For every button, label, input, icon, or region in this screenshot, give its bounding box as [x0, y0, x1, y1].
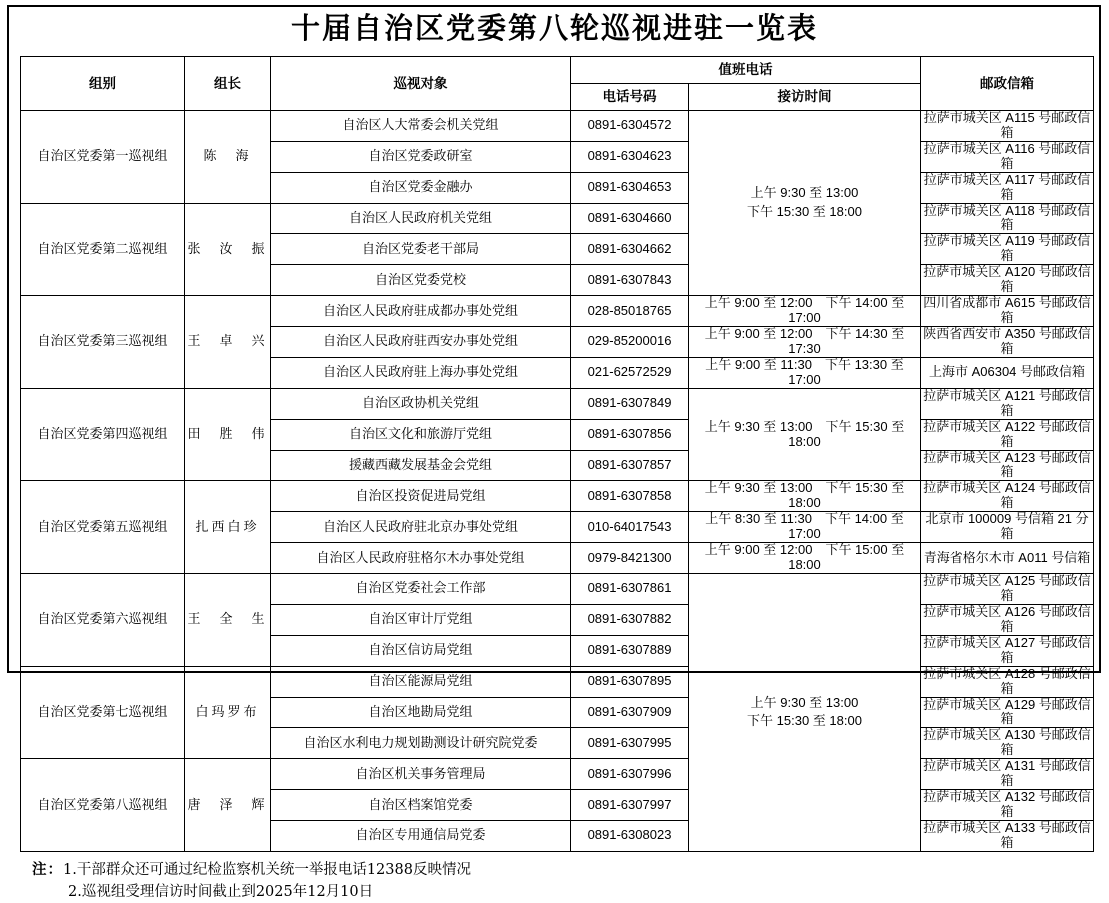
- cell-mailbox: 上海市 A06304 号邮政信箱: [921, 357, 1094, 388]
- cell-reception-time: 上午 9:30 至 13:00 下午 15:30 至 18:00: [689, 481, 921, 512]
- cell-group: 自治区党委第五巡视组: [21, 481, 185, 574]
- header-reception-time: 接访时间: [689, 83, 921, 110]
- header-duty-phone: 值班电话: [571, 56, 921, 83]
- cell-mailbox: 拉萨市城关区 A126 号邮政信箱: [921, 604, 1094, 635]
- cell-target: 自治区信访局党组: [271, 635, 571, 666]
- footnote-text-2: 2.巡视组受理信访时间截止到2025年12月10日: [68, 883, 374, 900]
- cell-target: 自治区能源局党组: [271, 666, 571, 697]
- cell-phone: 0891-6304662: [571, 234, 689, 265]
- cell-phone: 0891-6308023: [571, 821, 689, 852]
- table-row: [21, 203, 1094, 234]
- cell-phone: 0891-6304653: [571, 172, 689, 203]
- cell-phone: 0891-6307861: [571, 574, 689, 605]
- cell-mailbox: 拉萨市城关区 A119 号邮政信箱: [921, 234, 1094, 265]
- time-line-afternoon: 下午 15:30 至 18:00: [747, 713, 862, 729]
- time-line-afternoon: 下午 15:30 至 18:00: [747, 204, 862, 220]
- cell-group: 自治区党委第六巡视组: [21, 574, 185, 667]
- cell-target: 自治区文化和旅游厅党组: [271, 419, 571, 450]
- table-row: [21, 110, 1094, 141]
- cell-target: 自治区人民政府驻格尔木办事处党组: [271, 543, 571, 574]
- cell-reception-time: 上午 9:00 至 11:30 下午 13:30 至 17:00: [689, 357, 921, 388]
- cell-target: 自治区地勘局党组: [271, 697, 571, 728]
- cell-mailbox: 拉萨市城关区 A132 号邮政信箱: [921, 790, 1094, 821]
- cell-phone: 0979-8421300: [571, 543, 689, 574]
- cell-mailbox: 拉萨市城关区 A122 号邮政信箱: [921, 419, 1094, 450]
- cell-leader: 王 全 生: [185, 574, 271, 667]
- cell-phone: 0891-6304623: [571, 141, 689, 172]
- cell-phone: 0891-6307858: [571, 481, 689, 512]
- cell-leader: 唐 泽 辉: [185, 759, 271, 852]
- footnote-line-1: [32, 859, 1089, 882]
- cell-phone: 0891-6307909: [571, 697, 689, 728]
- cell-phone: 0891-6307849: [571, 388, 689, 419]
- cell-reception-time: [689, 574, 921, 852]
- cell-mailbox: 拉萨市城关区 A131 号邮政信箱: [921, 759, 1094, 790]
- cell-group: 自治区党委第八巡视组: [21, 759, 185, 852]
- header-leader: 组长: [185, 56, 271, 110]
- footnote-label: 注：: [32, 860, 63, 878]
- cell-target: 自治区水利电力规划勘测设计研究院党委: [271, 728, 571, 759]
- cell-phone: 029-85200016: [571, 327, 689, 358]
- cell-mailbox: 拉萨市城关区 A133 号邮政信箱: [921, 821, 1094, 852]
- cell-phone: 0891-6307996: [571, 759, 689, 790]
- cell-target: 自治区机关事务管理局: [271, 759, 571, 790]
- cell-target: 自治区审计厅党组: [271, 604, 571, 635]
- header-group: 组别: [21, 56, 185, 110]
- header-phone-number: 电话号码: [571, 83, 689, 110]
- inspection-schedule-table: [20, 56, 1094, 852]
- cell-mailbox: 拉萨市城关区 A117 号邮政信箱: [921, 172, 1094, 203]
- footnote-text-1: 1.干部群众还可通过纪检监察机关统一举报电话12388反映情况: [63, 861, 471, 878]
- cell-reception-time: 上午 9:00 至 12:00 下午 14:30 至 17:30: [689, 327, 921, 358]
- cell-mailbox: 拉萨市城关区 A124 号邮政信箱: [921, 481, 1094, 512]
- cell-mailbox: 拉萨市城关区 A116 号邮政信箱: [921, 141, 1094, 172]
- cell-mailbox: 青海省格尔木市 A011 号信箱: [921, 543, 1094, 574]
- cell-target: 自治区党委金融办: [271, 172, 571, 203]
- cell-mailbox: 拉萨市城关区 A120 号邮政信箱: [921, 265, 1094, 296]
- cell-reception-time: [689, 110, 921, 295]
- cell-target: 援藏西藏发展基金会党组: [271, 450, 571, 481]
- cell-target: 自治区党委老干部局: [271, 234, 571, 265]
- cell-group: 自治区党委第二巡视组: [21, 203, 185, 296]
- cell-mailbox: 拉萨市城关区 A129 号邮政信箱: [921, 697, 1094, 728]
- cell-phone: 021-62572529: [571, 357, 689, 388]
- cell-mailbox: 四川省成都市 A615 号邮政信箱: [921, 296, 1094, 327]
- cell-target: 自治区人民政府驻成都办事处党组: [271, 296, 571, 327]
- cell-mailbox: 拉萨市城关区 A123 号邮政信箱: [921, 450, 1094, 481]
- cell-mailbox: 陕西省西安市 A350 号邮政信箱: [921, 327, 1094, 358]
- cell-reception-time: 上午 8:30 至 11:30 下午 14:00 至 17:00: [689, 512, 921, 543]
- cell-phone: 0891-6307882: [571, 604, 689, 635]
- table-row: [21, 666, 1094, 697]
- cell-reception-time: 上午 9:30 至 13:00 下午 15:30 至 18:00: [689, 388, 921, 481]
- cell-phone: 0891-6307889: [571, 635, 689, 666]
- cell-reception-time: 上午 9:00 至 12:00 下午 15:00 至 18:00: [689, 543, 921, 574]
- table-row: [21, 759, 1094, 790]
- cell-mailbox: 拉萨市城关区 A125 号邮政信箱: [921, 574, 1094, 605]
- header-mailbox: 邮政信箱: [921, 56, 1094, 110]
- table-row: [21, 574, 1094, 605]
- cell-phone: 0891-6307857: [571, 450, 689, 481]
- cell-leader: 白玛罗布: [185, 666, 271, 759]
- cell-target: 自治区党委社会工作部: [271, 574, 571, 605]
- cell-target: 自治区投资促进局党组: [271, 481, 571, 512]
- cell-mailbox: 拉萨市城关区 A128 号邮政信箱: [921, 666, 1094, 697]
- cell-mailbox: 拉萨市城关区 A121 号邮政信箱: [921, 388, 1094, 419]
- table-row: [21, 481, 1094, 512]
- cell-phone: 0891-6304660: [571, 203, 689, 234]
- footnote-line-2: [32, 882, 1089, 903]
- cell-mailbox: 拉萨市城关区 A130 号邮政信箱: [921, 728, 1094, 759]
- cell-mailbox: 北京市 100009 号信箱 21 分箱: [921, 512, 1094, 543]
- time-line-morning: 上午 9:30 至 13:00: [750, 694, 859, 710]
- cell-target: 自治区档案馆党委: [271, 790, 571, 821]
- cell-mailbox: 拉萨市城关区 A115 号邮政信箱: [921, 110, 1094, 141]
- cell-target: 自治区党委政研室: [271, 141, 571, 172]
- table-header-row: [21, 56, 1094, 83]
- table-row: [21, 388, 1094, 419]
- cell-leader: 张 汝 振: [185, 203, 271, 296]
- time-line-morning: 上午 9:30 至 13:00: [750, 185, 859, 201]
- footnotes: [32, 859, 1089, 903]
- cell-mailbox: 拉萨市城关区 A127 号邮政信箱: [921, 635, 1094, 666]
- cell-leader: 王 卓 兴: [185, 296, 271, 389]
- page-title: 十届自治区党委第八轮巡视进驻一览表: [290, 11, 818, 45]
- cell-target: 自治区人民政府驻北京办事处党组: [271, 512, 571, 543]
- cell-mailbox: 拉萨市城关区 A118 号邮政信箱: [921, 203, 1094, 234]
- cell-phone: 0891-6307997: [571, 790, 689, 821]
- cell-group: 自治区党委第三巡视组: [21, 296, 185, 389]
- cell-phone: 0891-6307856: [571, 419, 689, 450]
- cell-leader: 扎西白珍: [185, 481, 271, 574]
- cell-target: 自治区党委党校: [271, 265, 571, 296]
- cell-phone: 0891-6304572: [571, 110, 689, 141]
- cell-phone: 028-85018765: [571, 296, 689, 327]
- cell-phone: 010-64017543: [571, 512, 689, 543]
- cell-target: 自治区人民政府驻上海办事处党组: [271, 357, 571, 388]
- cell-target: 自治区人大常委会机关党组: [271, 110, 571, 141]
- table-row: [21, 296, 1094, 327]
- cell-leader: 田 胜 伟: [185, 388, 271, 481]
- cell-target: 自治区专用通信局党委: [271, 821, 571, 852]
- cell-phone: 0891-6307995: [571, 728, 689, 759]
- cell-group: 自治区党委第七巡视组: [21, 666, 185, 759]
- header-target: 巡视对象: [271, 56, 571, 110]
- cell-leader: 陈 海: [185, 110, 271, 203]
- cell-phone: 0891-6307843: [571, 265, 689, 296]
- cell-target: 自治区政协机关党组: [271, 388, 571, 419]
- cell-group: 自治区党委第一巡视组: [21, 110, 185, 203]
- cell-reception-time: 上午 9:00 至 12:00 下午 14:00 至 17:00: [689, 296, 921, 327]
- cell-phone: 0891-6307895: [571, 666, 689, 697]
- cell-target: 自治区人民政府驻西安办事处党组: [271, 327, 571, 358]
- cell-target: 自治区人民政府机关党组: [271, 203, 571, 234]
- cell-group: 自治区党委第四巡视组: [21, 388, 185, 481]
